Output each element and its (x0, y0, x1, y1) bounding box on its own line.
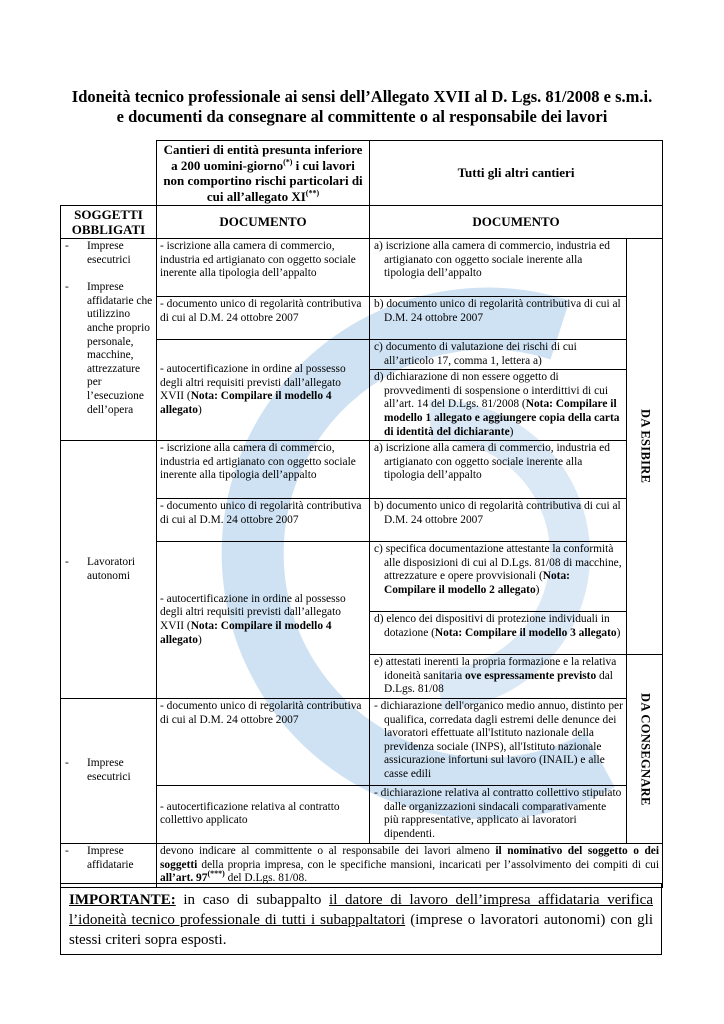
requirements-table (60, 140, 663, 888)
important-note: IMPORTANTE: in caso di subappalto il datore di lavoro dell’impresa affidataria verifica l’idoneità tecnico professionale di tutti i subappaltatori (imprese o lavoratori autonomi) con gli stessi criteri sopra esposti. (60, 883, 662, 955)
g2-small-autocert: - autocertificazione in ordine al possesso degli altri requisiti previsti dall’allegato XVII (Nota: Compilare il modello 4 allegato) (157, 542, 370, 699)
g2-all-b: b) documento unico di regolarità contributiva di cui al D.M. 24 ottobre 2007 (370, 499, 627, 542)
subjects-group-3: - Imprese esecutrici (61, 698, 157, 843)
g1-all-d: d) dichiarazione di non essere oggetto di provvedimenti di sospensione o interdittivi di cui all’art. 14 del D.Lgs. 81/2008 (Nota: Compilare il modello 1 allegato e aggiungere copia della carta di identità del dichiarante) (370, 370, 627, 441)
side-label-esibire: DA ESIBIRE (627, 239, 663, 655)
g2-all-e: e) attestati inerenti la propria formazione e la relativa idoneità sanitaria ove espressamente previsto dal D.Lgs. 81/08 (370, 655, 627, 699)
g2-all-a: a) iscrizione alla camera di commercio, industria ed artigianato con oggetto sociale inerente alla tipologia dell’appalto (370, 441, 627, 499)
g2-all-d: d) elenco dei dispositivi di protezione individuali in dotazione (Nota: Compilare il modello 3 allegato) (370, 612, 627, 655)
g3-small-contract: - autocertificazione relativa al contratto collettivo applicato (157, 785, 370, 843)
important-label: IMPORTANTE: (69, 892, 176, 908)
header-soggetti: SOGGETTI OBBLIGATI (61, 206, 157, 239)
header-documento-all: DOCUMENTO (370, 206, 663, 239)
header-documento-small: DOCUMENTO (157, 206, 370, 239)
title-line-2: e documenti da consegnare al committente o al responsabile dei lavori (116, 107, 608, 126)
g1-all-a: a) iscrizione alla camera di commercio, industria ed artigianato con oggetto sociale inerente alla tipologia dell’appalto (370, 239, 627, 297)
g1-small-autocert: - autocertificazione in ordine al possesso degli altri requisiti previsti dall’allegato XVII (Nota: Compilare il modello 4 allegato) (157, 340, 370, 441)
g3-all-contract: - dichiarazione relativa al contratto collettivo stipulato dalle organizzazioni sindacali comparativamente più rappresentative, applicato ai lavoratori dipendenti. (370, 785, 627, 843)
subjects-group-1: - Imprese esecutrici - Imprese affidatarie che utilizzino anche proprio personale, macchine, attrezzature per l’esecuzione dell’opera (61, 239, 157, 441)
g2-small-chamber: - iscrizione alla camera di commercio, industria ed artigianato con oggetto sociale inerente alla tipologia dell’appalto (157, 441, 370, 499)
subjects-group-2: - Lavoratori autonomi (61, 441, 157, 699)
g4-affidatarie-text: devono indicare al committente o al responsabile dei lavori almeno il nominativo del soggetto o dei soggetti della propria impresa, con le specifiche mansioni, incaricati per l’assolvimento dei compiti di cui all’art. 97(***) del D.Lgs. 81/08. (157, 843, 663, 887)
header-all-sites: Tutti gli altri cantieri (370, 141, 663, 206)
side-label-consegnare: DA CONSEGNARE (627, 655, 663, 844)
g3-all-organico: - dichiarazione dell'organico medio annuo, distinto per qualifica, corredata dagli estremi delle denunce dei lavoratori effettuate all'Istituto nazionale della previdenza sociale (INPS), all'Istituto nazionale assicurazione infortuni sul lavoro (INAIL) e alle casse edili (370, 698, 627, 785)
page-title (40, 87, 684, 127)
header-small-sites: Cantieri di entità presunta inferiore a 200 uomini-giorno(*) i cui lavori non comportino rischi particolari di cui all’allegato XI(**) (157, 141, 370, 206)
subjects-group-4: - Imprese affidatarie (61, 843, 157, 887)
g2-small-durc: - documento unico di regolarità contributiva di cui al D.M. 24 ottobre 2007 (157, 499, 370, 542)
g1-small-durc: - documento unico di regolarità contributiva di cui al D.M. 24 ottobre 2007 (157, 297, 370, 340)
g3-small-durc: - documento unico di regolarità contributiva di cui al D.M. 24 ottobre 2007 (157, 698, 370, 785)
g1-all-c: c) documento di valutazione dei rischi di cui all’articolo 17, comma 1, lettera a) (370, 340, 627, 370)
title-line-1: Idoneità tecnico professionale ai sensi dell’Allegato XVII al D. Lgs. 81/2008 e s.m.i. (71, 87, 653, 106)
g1-small-chamber: - iscrizione alla camera di commercio, industria ed artigianato con oggetto sociale inerente alla tipologia dell’appalto (157, 239, 370, 297)
g2-all-c: c) specifica documentazione attestante la conformità alle disposizioni di cui al D.Lgs. 81/08 di macchine, attrezzature e opere provvisionali (Nota: Compilare il modello 2 allegato) (370, 542, 627, 612)
g1-all-b: b) documento unico di regolarità contributiva di cui al D.M. 24 ottobre 2007 (370, 297, 627, 340)
